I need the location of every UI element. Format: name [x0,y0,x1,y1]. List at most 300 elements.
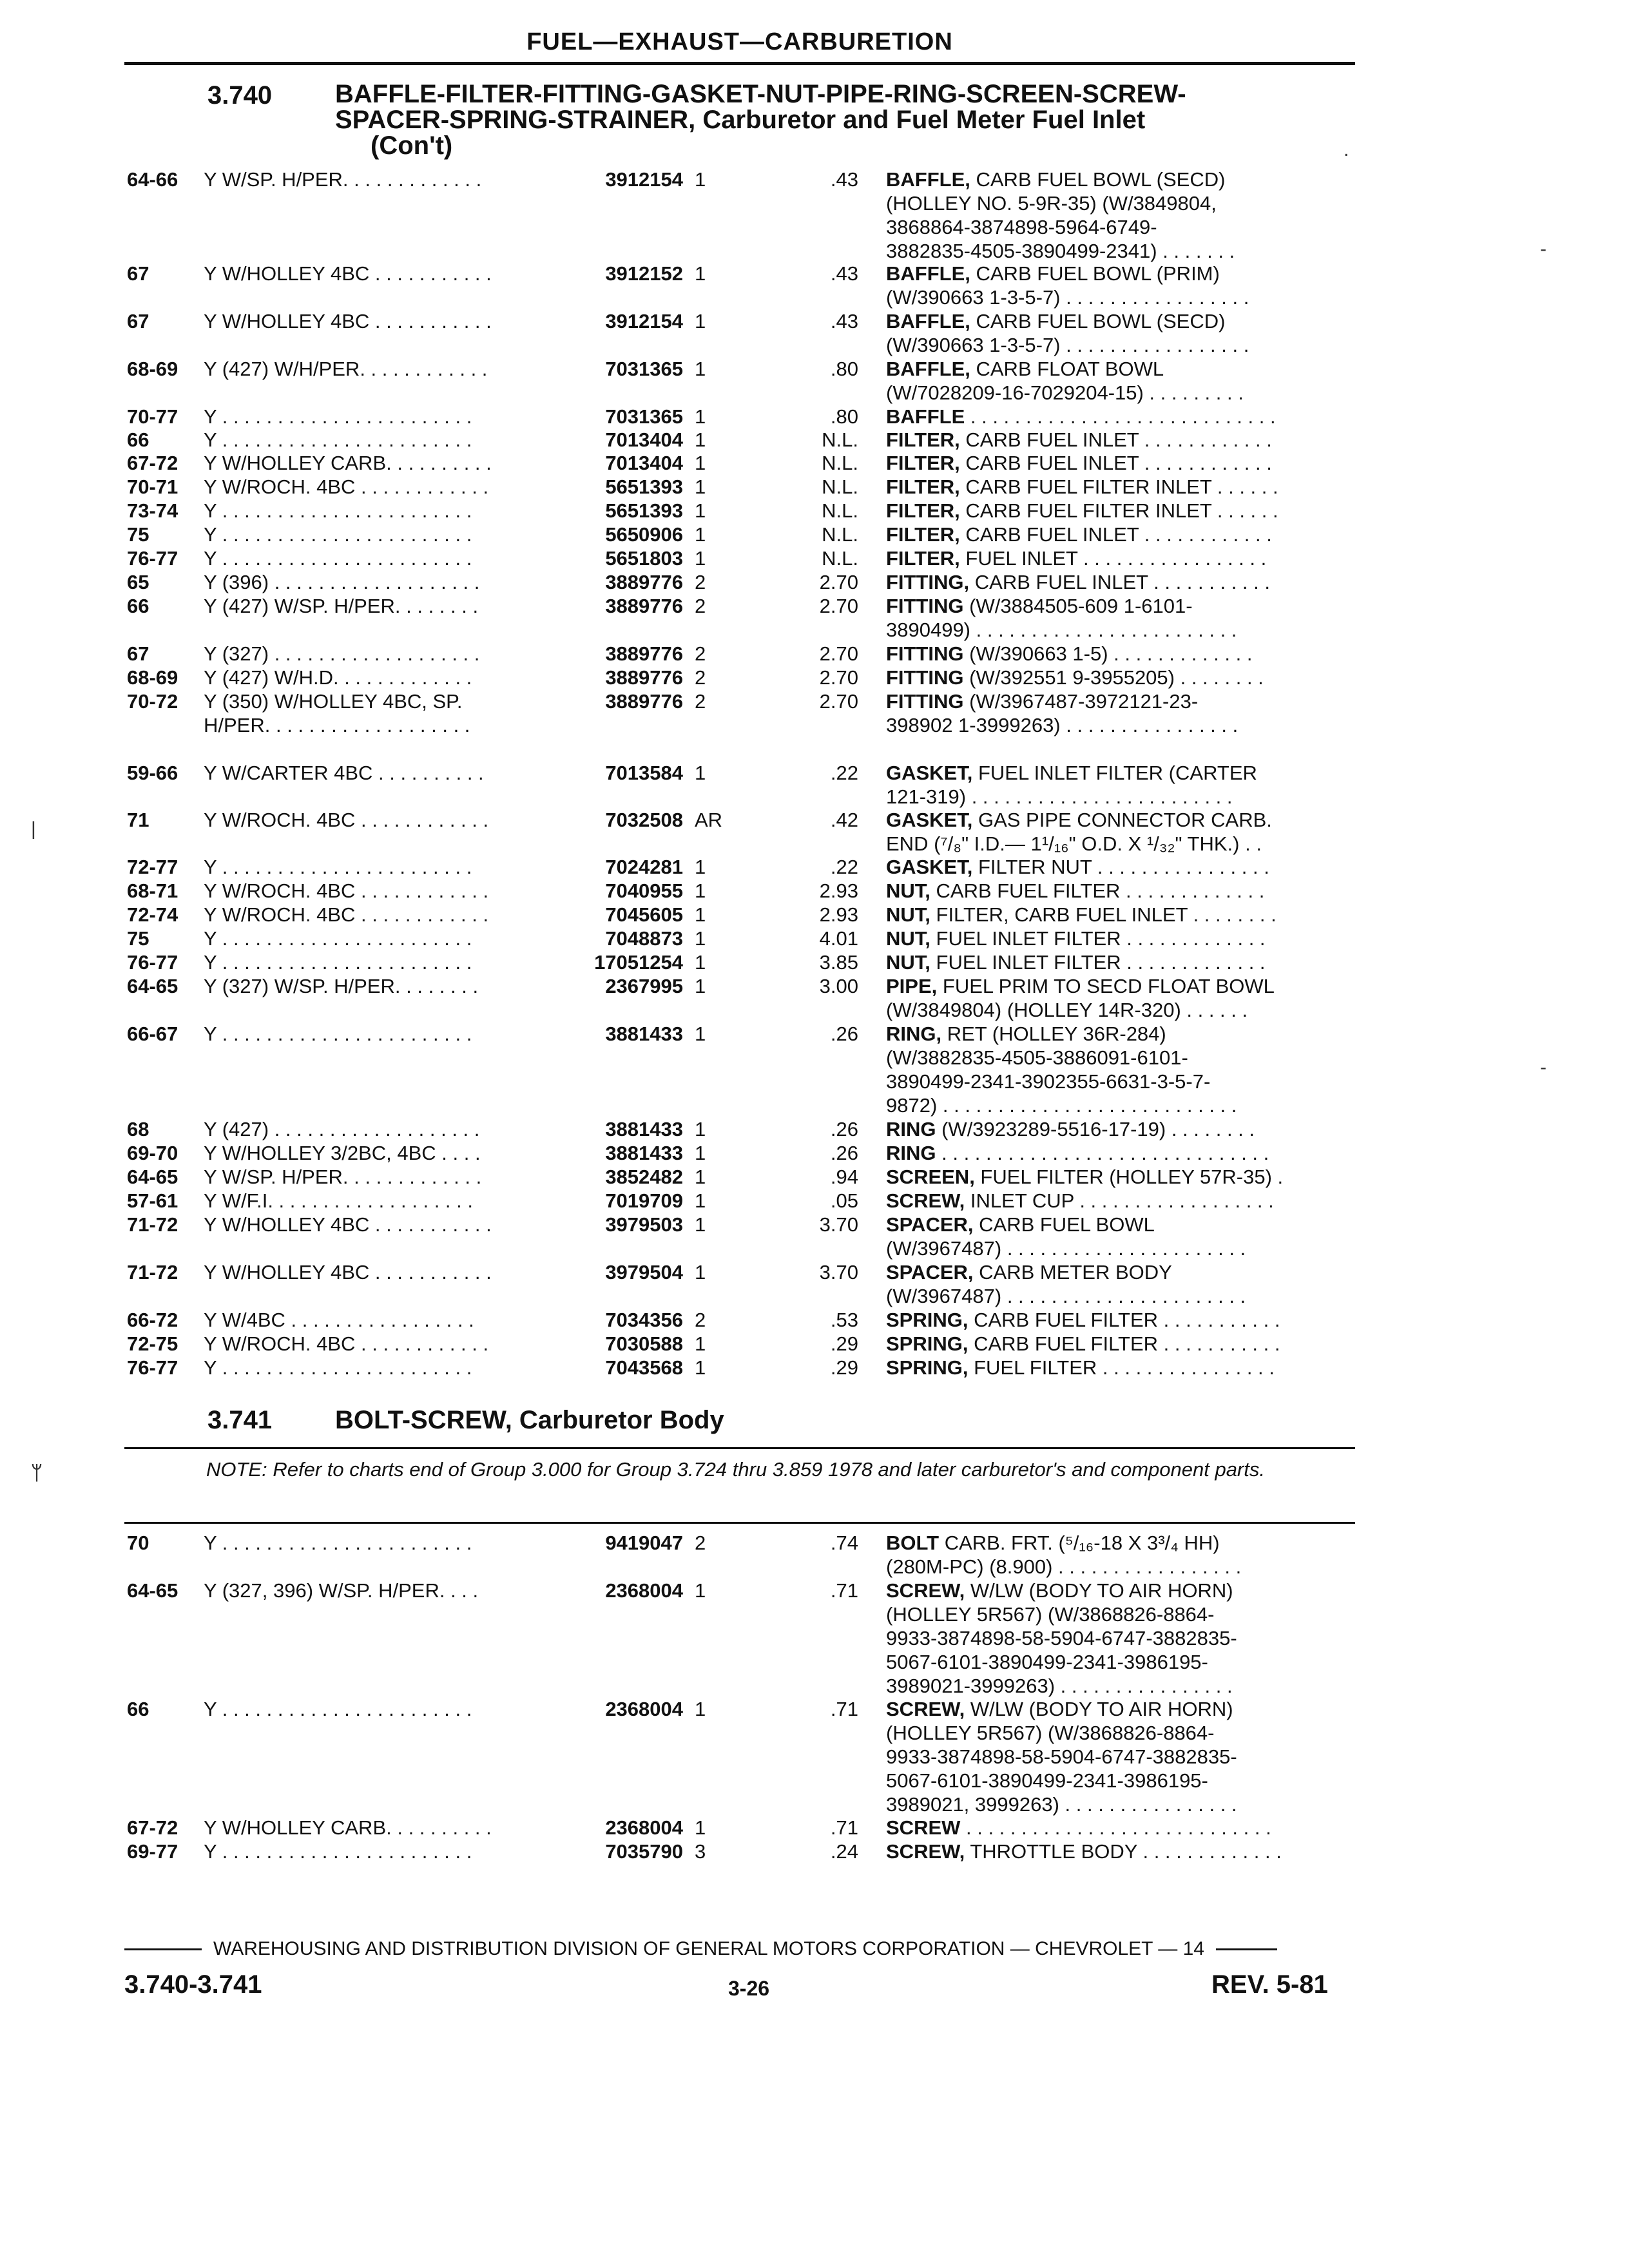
part-number: 3889776 [605,595,683,617]
application: Y W/HOLLEY 4BC . . . . . . . . . . . [204,1213,492,1236]
price: .29 [830,1332,858,1355]
part-number: 3889776 [605,642,683,665]
price: .26 [830,1118,858,1140]
application: Y . . . . . . . . . . . . . . . . . . . . . . . [204,1840,472,1863]
part-detail: FUEL INLET . . . . . . . . . . . . . . . . . [959,547,1267,570]
year-range: 73-74 [127,499,178,522]
part-detail: CARB FUEL INLET . . . . . . . . . . . . [959,428,1272,451]
quantity: 3 [695,1840,706,1863]
quantity: 1 [695,1142,706,1164]
description [886,927,1356,950]
application: Y W/HOLLEY 4BC . . . . . . . . . . . [204,262,492,285]
description [886,1308,1356,1332]
part-detail: FUEL INLET FILTER . . . . . . . . . . . . . [930,927,1266,950]
application: Y (327) W/SP. H/PER. . . . . . . . [204,975,479,997]
price: 2.70 [819,595,858,617]
description [886,666,1356,689]
part-name: FILTER, [886,499,960,522]
quantity: 1 [695,476,706,498]
price: 2.70 [819,666,858,689]
application: Y . . . . . . . . . . . . . . . . . . . . . . . [204,927,472,950]
description [886,1022,1356,1117]
description [886,1332,1356,1356]
part-detail: W/LW (BODY TO AIR HORN) (HOLLEY 5R567) (W/3868826-8864- 9933-3874898-58-5904-6747-3882835- 5067-6101-3890499-2341-3986195- 3989021-3999263) . . . . . . . . . . . . . . . . [886,1579,1237,1697]
year-range: 69-77 [127,1840,178,1863]
part-name: NUT, [886,879,930,902]
scan-mark-bar: | [31,818,36,840]
application: Y . . . . . . . . . . . . . . . . . . . . . . . [204,1023,472,1045]
part-name: BAFFLE, [886,168,970,191]
application: Y W/ROCH. 4BC . . . . . . . . . . . . [204,809,489,831]
part-name: FILTER, [886,547,960,570]
section2-note: NOTE: Refer to charts end of Group 3.000 for Group 3.724 thru 3.859 1978 and later carburetor's and component parts. [206,1458,1265,1481]
price: N.L. [822,428,858,451]
application: Y (427) W/H.D. . . . . . . . . . . . . [204,666,472,689]
quantity: 1 [695,927,706,950]
description [886,879,1356,903]
quantity: 1 [695,856,706,878]
part-name: SCREW [886,1816,961,1839]
quantity: 1 [695,1579,706,1602]
part-number: 9419047 [605,1532,683,1554]
footer-rule-left [124,1948,202,1950]
part-name: SCREW, [886,1840,965,1863]
year-range: 59-66 [127,762,178,784]
part-detail: . . . . . . . . . . . . . . . . . . . . . . . . . . . . [960,1816,1271,1839]
price: .94 [830,1166,858,1188]
part-number: 3912152 [605,262,683,285]
application: Y W/HOLLEY 4BC . . . . . . . . . . . [204,1261,492,1283]
part-number: 7034356 [605,1309,683,1331]
part-number: 7013584 [605,762,683,784]
application: Y . . . . . . . . . . . . . . . . . . . . . . . [204,1698,472,1720]
part-name: RING, [886,1023,942,1045]
part-name: SPACER, [886,1261,974,1283]
part-number: 3912154 [605,168,683,191]
part-name: FITTING, [886,571,970,593]
part-number: 5650906 [605,523,683,546]
part-detail: FUEL PRIM TO SECD FLOAT BOWL (W/3849804) (HOLLEY 14R-320) . . . . . . [886,975,1275,1021]
year-range: 70-77 [127,405,178,428]
part-name: GASKET, [886,809,973,831]
quantity: 1 [695,547,706,570]
part-number: 7045605 [605,903,683,926]
price: N.L. [822,547,858,570]
part-number: 3881433 [605,1023,683,1045]
description [886,1213,1356,1260]
part-name: GASKET, [886,762,973,784]
application: Y (350) W/HOLLEY 4BC, SP. H/PER. . . . . . . . . . . . . . . . . . . [204,690,470,736]
price: .22 [830,856,858,878]
application: Y . . . . . . . . . . . . . . . . . . . . . . . [204,856,472,878]
year-range: 65 [127,571,149,593]
price: .71 [830,1816,858,1839]
year-range: 70-72 [127,690,178,713]
price: .22 [830,762,858,784]
description [886,594,1356,642]
price: .43 [830,168,858,191]
application: Y W/CARTER 4BC . . . . . . . . . . [204,762,484,784]
description [886,950,1356,974]
description [886,903,1356,927]
section2-title: BOLT-SCREW, Carburetor Body [335,1406,724,1434]
quantity: 1 [695,1213,706,1236]
description [886,1840,1356,1863]
year-range: 75 [127,523,149,546]
section-title-line1: BAFFLE-FILTER-FITTING-GASKET-NUT-PIPE-RING-SCREEN-SCREW- [335,80,1186,108]
quantity: 1 [695,262,706,285]
part-detail: CARB FUEL BOWL (PRIM) (W/390663 1-3-5-7) . . . . . . . . . . . . . . . . . [886,262,1249,309]
year-range: 67 [127,262,149,285]
application: Y . . . . . . . . . . . . . . . . . . . . . . . [204,951,472,974]
part-number: 7031365 [605,358,683,380]
price: .29 [830,1356,858,1379]
quantity: 2 [695,690,706,713]
quantity: 1 [695,1698,706,1720]
part-number: 7032508 [605,809,683,831]
quantity: 2 [695,666,706,689]
price: .80 [830,405,858,428]
description [886,1579,1356,1698]
year-range: 66-67 [127,1023,178,1045]
application: Y . . . . . . . . . . . . . . . . . . . . . . . [204,499,472,522]
quantity: 1 [695,762,706,784]
part-detail: CARB FUEL FILTER . . . . . . . . . . . [968,1332,1280,1355]
year-range: 57-61 [127,1189,178,1212]
description [886,1697,1356,1816]
application: Y (427) . . . . . . . . . . . . . . . . . . . [204,1118,480,1140]
quantity: 1 [695,1816,706,1839]
description [886,642,1356,666]
description [886,451,1356,475]
quantity: 1 [695,1118,706,1140]
section2-rule-bottom [124,1522,1355,1524]
description [886,1165,1356,1189]
part-name: BAFFLE, [886,262,970,285]
part-name: SCREEN, [886,1166,975,1188]
application: Y W/HOLLEY 4BC . . . . . . . . . . . [204,310,492,332]
description [886,262,1356,309]
part-detail: . . . . . . . . . . . . . . . . . . . . . . . . . . . . . . [936,1142,1269,1164]
part-detail: (W/3967487-3972121-23- 398902 1-3999263) . . . . . . . . . . . . . . . . [886,690,1239,736]
price: 2.70 [819,642,858,665]
part-name: SCREW, [886,1579,965,1602]
part-detail: FILTER, CARB FUEL INLET . . . . . . . . [930,903,1277,926]
part-number: 7024281 [605,856,683,878]
part-detail: RET (HOLLEY 36R-284) (W/3882835-4505-3886091-6101- 3890499-2341-3902355-6631-3-5-7- 9872) . . . . . . . . . . . . . . . . . . . . . . . . . . . [886,1023,1237,1117]
footer-rule-right [1216,1948,1277,1950]
part-name: GASKET, [886,856,973,878]
section-title-line2: SPACER-SPRING-STRAINER, Carburetor and Fuel Meter Fuel Inlet [335,106,1146,134]
quantity: 1 [695,405,706,428]
part-detail: CARB FUEL FILTER INLET . . . . . . [959,476,1278,498]
quantity: 1 [695,1332,706,1355]
part-name: BAFFLE, [886,310,970,332]
quantity: 1 [695,452,706,474]
year-range: 64-66 [127,168,178,191]
part-name: NUT, [886,927,930,950]
price: 2.70 [819,571,858,593]
price: .26 [830,1142,858,1164]
part-detail: INLET CUP . . . . . . . . . . . . . . . . . . [965,1189,1274,1212]
price: .71 [830,1579,858,1602]
part-number: 3979504 [605,1261,683,1283]
part-detail: FILTER NUT . . . . . . . . . . . . . . . . [972,856,1269,878]
part-detail: THROTTLE BODY . . . . . . . . . . . . . [965,1840,1282,1863]
part-detail: (W/3884505-609 1-6101- 3890499) . . . . . . . . . . . . . . . . . . . . . . . . [886,595,1237,641]
year-range: 64-65 [127,1579,178,1602]
price: .43 [830,310,858,332]
description [886,1260,1356,1308]
quantity: 1 [695,499,706,522]
price: 3.85 [819,951,858,974]
part-name: FILTER, [886,476,960,498]
description [886,1356,1356,1379]
part-number: 7048873 [605,927,683,950]
quantity: 1 [695,523,706,546]
footer-revision: REV. 5-81 [1211,1970,1328,1999]
price: 3.00 [819,975,858,997]
application: Y (327) . . . . . . . . . . . . . . . . . . . [204,642,480,665]
quantity: 1 [695,428,706,451]
year-range: 72-75 [127,1332,178,1355]
price: .43 [830,262,858,285]
quantity: 1 [695,1261,706,1283]
quantity: 1 [695,903,706,926]
part-detail: FUEL INLET FILTER (CARTER 121-319) . . . . . . . . . . . . . . . . . . . . . . . . [886,762,1257,808]
year-range: 75 [127,927,149,950]
application: Y W/ROCH. 4BC . . . . . . . . . . . . [204,903,489,926]
part-number: 3889776 [605,690,683,713]
price: .53 [830,1309,858,1331]
year-range: 68-69 [127,358,178,380]
year-range: 76-77 [127,951,178,974]
application: Y W/HOLLEY 3/2BC, 4BC . . . . [204,1142,481,1164]
application: Y W/ROCH. 4BC . . . . . . . . . . . . [204,476,489,498]
part-number: 3881433 [605,1118,683,1140]
part-name: RING [886,1118,936,1140]
quantity: 1 [695,975,706,997]
part-detail: CARB FUEL INLET . . . . . . . . . . . . [959,452,1272,474]
price: .26 [830,1023,858,1045]
price: N.L. [822,476,858,498]
part-detail: (W/392551 9-3955205) . . . . . . . . [963,666,1264,689]
quantity: 1 [695,358,706,380]
price: 2.93 [819,879,858,902]
year-range: 66 [127,1698,149,1720]
application: Y W/ROCH. 4BC . . . . . . . . . . . . [204,879,489,902]
part-detail: CARB FUEL FILTER . . . . . . . . . . . . . [930,879,1265,902]
application: Y . . . . . . . . . . . . . . . . . . . . . . . [204,1532,472,1554]
application: Y (427) W/H/PER. . . . . . . . . . . . [204,358,488,380]
part-detail: FUEL INLET FILTER . . . . . . . . . . . . . [930,951,1266,974]
year-range: 67-72 [127,452,178,474]
year-range: 67 [127,310,149,332]
application: Y W/HOLLEY CARB. . . . . . . . . . [204,452,492,474]
section2-number: 3.741 [207,1406,273,1434]
year-range: 76-77 [127,1356,178,1379]
section-number: 3.740 [207,81,273,110]
part-name: SPACER, [886,1213,974,1236]
application: Y W/SP. H/PER. . . . . . . . . . . . . [204,168,482,191]
part-number: 5651393 [605,499,683,522]
part-detail: W/LW (BODY TO AIR HORN) (HOLLEY 5R567) (W/3868826-8864- 9933-3874898-58-5904-6747-3882835- 5067-6101-3890499-2341-3986195- 3989021, 3999263) . . . . . . . . . . . . . . . . [886,1698,1237,1816]
part-number: 3889776 [605,666,683,689]
year-range: 68-69 [127,666,178,689]
part-number: 7019709 [605,1189,683,1212]
part-detail: CARB FUEL INLET . . . . . . . . . . . . [959,523,1272,546]
quantity: 1 [695,879,706,902]
part-name: BOLT [886,1532,940,1554]
part-name: FITTING [886,595,964,617]
application: Y . . . . . . . . . . . . . . . . . . . . . . . [204,428,472,451]
part-name: FITTING [886,666,964,689]
part-detail: . . . . . . . . . . . . . . . . . . . . . . . . . . . . [965,405,1276,428]
price: N.L. [822,523,858,546]
part-detail: CARB METER BODY (W/3967487) . . . . . . . . . . . . . . . . . . . . . . [886,1261,1246,1307]
quantity: 2 [695,1309,706,1331]
description [886,570,1356,594]
year-range: 66-72 [127,1309,178,1331]
description [886,761,1356,809]
part-number: 2368004 [605,1579,683,1602]
part-name: FILTER, [886,452,960,474]
part-number: 5651393 [605,476,683,498]
part-name: PIPE, [886,975,938,997]
application: Y (396) . . . . . . . . . . . . . . . . . . . [204,571,480,593]
application: Y W/SP. H/PER. . . . . . . . . . . . . [204,1166,482,1188]
quantity: 1 [695,1356,706,1379]
part-name: SPRING, [886,1332,969,1355]
price: 2.70 [819,690,858,713]
section2-rule-top [124,1447,1355,1449]
part-number: 7013404 [605,428,683,451]
application: Y W/F.I. . . . . . . . . . . . . . . . . . . [204,1189,474,1212]
price: .80 [830,358,858,380]
quantity: 1 [695,1023,706,1045]
price: .74 [830,1532,858,1554]
price: 4.01 [819,927,858,950]
description [886,855,1356,879]
year-range: 72-74 [127,903,178,926]
year-range: 64-65 [127,1166,178,1188]
price: 3.70 [819,1261,858,1283]
application: Y . . . . . . . . . . . . . . . . . . . . . . . [204,547,472,570]
description [886,689,1356,737]
price: 3.70 [819,1213,858,1236]
year-range: 71 [127,809,149,831]
quantity: 2 [695,1532,706,1554]
part-number: 7030588 [605,1332,683,1355]
scan-mark-dot: . [1344,139,1349,160]
year-range: 71-72 [127,1261,178,1283]
description [886,428,1356,452]
header-rule [124,62,1355,65]
description [886,1189,1356,1213]
description [886,808,1356,856]
part-name: SPRING, [886,1356,969,1379]
part-name: BAFFLE, [886,358,970,380]
application: Y W/4BC . . . . . . . . . . . . . . . . . [204,1309,474,1331]
price: 2.93 [819,903,858,926]
part-name: FILTER, [886,523,960,546]
description [886,1141,1356,1165]
part-detail: GAS PIPE CONNECTOR CARB. END (⁷/₈" I.D.— 1¹/₁₆" O.D. X ¹/₃₂" THK.) . . [886,809,1272,855]
quantity: 2 [695,571,706,593]
part-detail: CARB FUEL INLET . . . . . . . . . . . [969,571,1270,593]
price: .05 [830,1189,858,1212]
part-number: 3889776 [605,571,683,593]
year-range: 76-77 [127,547,178,570]
part-detail: CARB FUEL BOWL (SECD) (W/390663 1-3-5-7) . . . . . . . . . . . . . . . . . [886,310,1249,356]
year-range: 66 [127,428,149,451]
part-detail: CARB. FRT. (⁵/₁₆-18 X 3³/₄ HH) (280M-PC) (8.900) . . . . . . . . . . . . . . . . . [886,1532,1242,1578]
part-name: NUT, [886,951,930,974]
part-number: 2368004 [605,1698,683,1720]
quantity: 2 [695,642,706,665]
part-detail: CARB FUEL FILTER INLET . . . . . . [959,499,1278,522]
application: Y . . . . . . . . . . . . . . . . . . . . . . . [204,523,472,546]
description [886,405,1356,428]
part-number: 7031365 [605,405,683,428]
part-number: 17051254 [594,951,683,974]
part-name: FILTER, [886,428,960,451]
year-range: 71-72 [127,1213,178,1236]
scan-mark-dash: - [1540,1057,1547,1078]
part-number: 7013404 [605,452,683,474]
description [886,475,1356,499]
quantity: 2 [695,595,706,617]
part-detail: FUEL FILTER . . . . . . . . . . . . . . . . [968,1356,1275,1379]
application: Y W/HOLLEY CARB. . . . . . . . . . [204,1816,492,1839]
year-range: 67-72 [127,1816,178,1839]
price: .71 [830,1698,858,1720]
part-detail: CARB FLOAT BOWL (W/7028209-16-7029204-15) . . . . . . . . . [886,358,1244,404]
price: N.L. [822,499,858,522]
footer-text: WAREHOUSING AND DISTRIBUTION DIVISION OF GENERAL MOTORS CORPORATION — CHEVROLET — 14 [213,1938,1204,1959]
year-range: 70-71 [127,476,178,498]
application: Y (327, 396) W/SP. H/PER. . . . [204,1579,479,1602]
page-header: FUEL—EXHAUST—CARBURETION [526,28,953,55]
part-detail: (W/3923289-5516-17-19) . . . . . . . . [936,1118,1255,1140]
quantity: 1 [695,1166,706,1188]
part-name: NUT, [886,903,930,926]
description [886,523,1356,546]
description [886,546,1356,570]
part-number: 7043568 [605,1356,683,1379]
part-number: 3979503 [605,1213,683,1236]
quantity: 1 [695,168,706,191]
description [886,499,1356,523]
price: .42 [830,809,858,831]
scan-mark-tick: ᛘ [31,1463,43,1484]
description [886,168,1356,263]
year-range: 68-71 [127,879,178,902]
part-detail: CARB FUEL BOWL (SECD) (HOLLEY NO. 5-9R-35) (W/3849804, 3868864-3874898-5964-6749- 3882835-4505-3890499-2341) . . . . . . . [886,168,1235,262]
part-number: 3881433 [605,1142,683,1164]
description [886,1816,1356,1840]
year-range: 72-77 [127,856,178,878]
year-range: 64-65 [127,975,178,997]
part-name: FITTING [886,642,964,665]
scan-mark-dash: - [1540,238,1547,260]
part-name: SCREW, [886,1698,965,1720]
application: Y . . . . . . . . . . . . . . . . . . . . . . . [204,1356,472,1379]
part-detail: CARB FUEL FILTER . . . . . . . . . . . [968,1309,1280,1331]
price: .24 [830,1840,858,1863]
part-number: 2367995 [605,975,683,997]
application: Y . . . . . . . . . . . . . . . . . . . . . . . [204,405,472,428]
